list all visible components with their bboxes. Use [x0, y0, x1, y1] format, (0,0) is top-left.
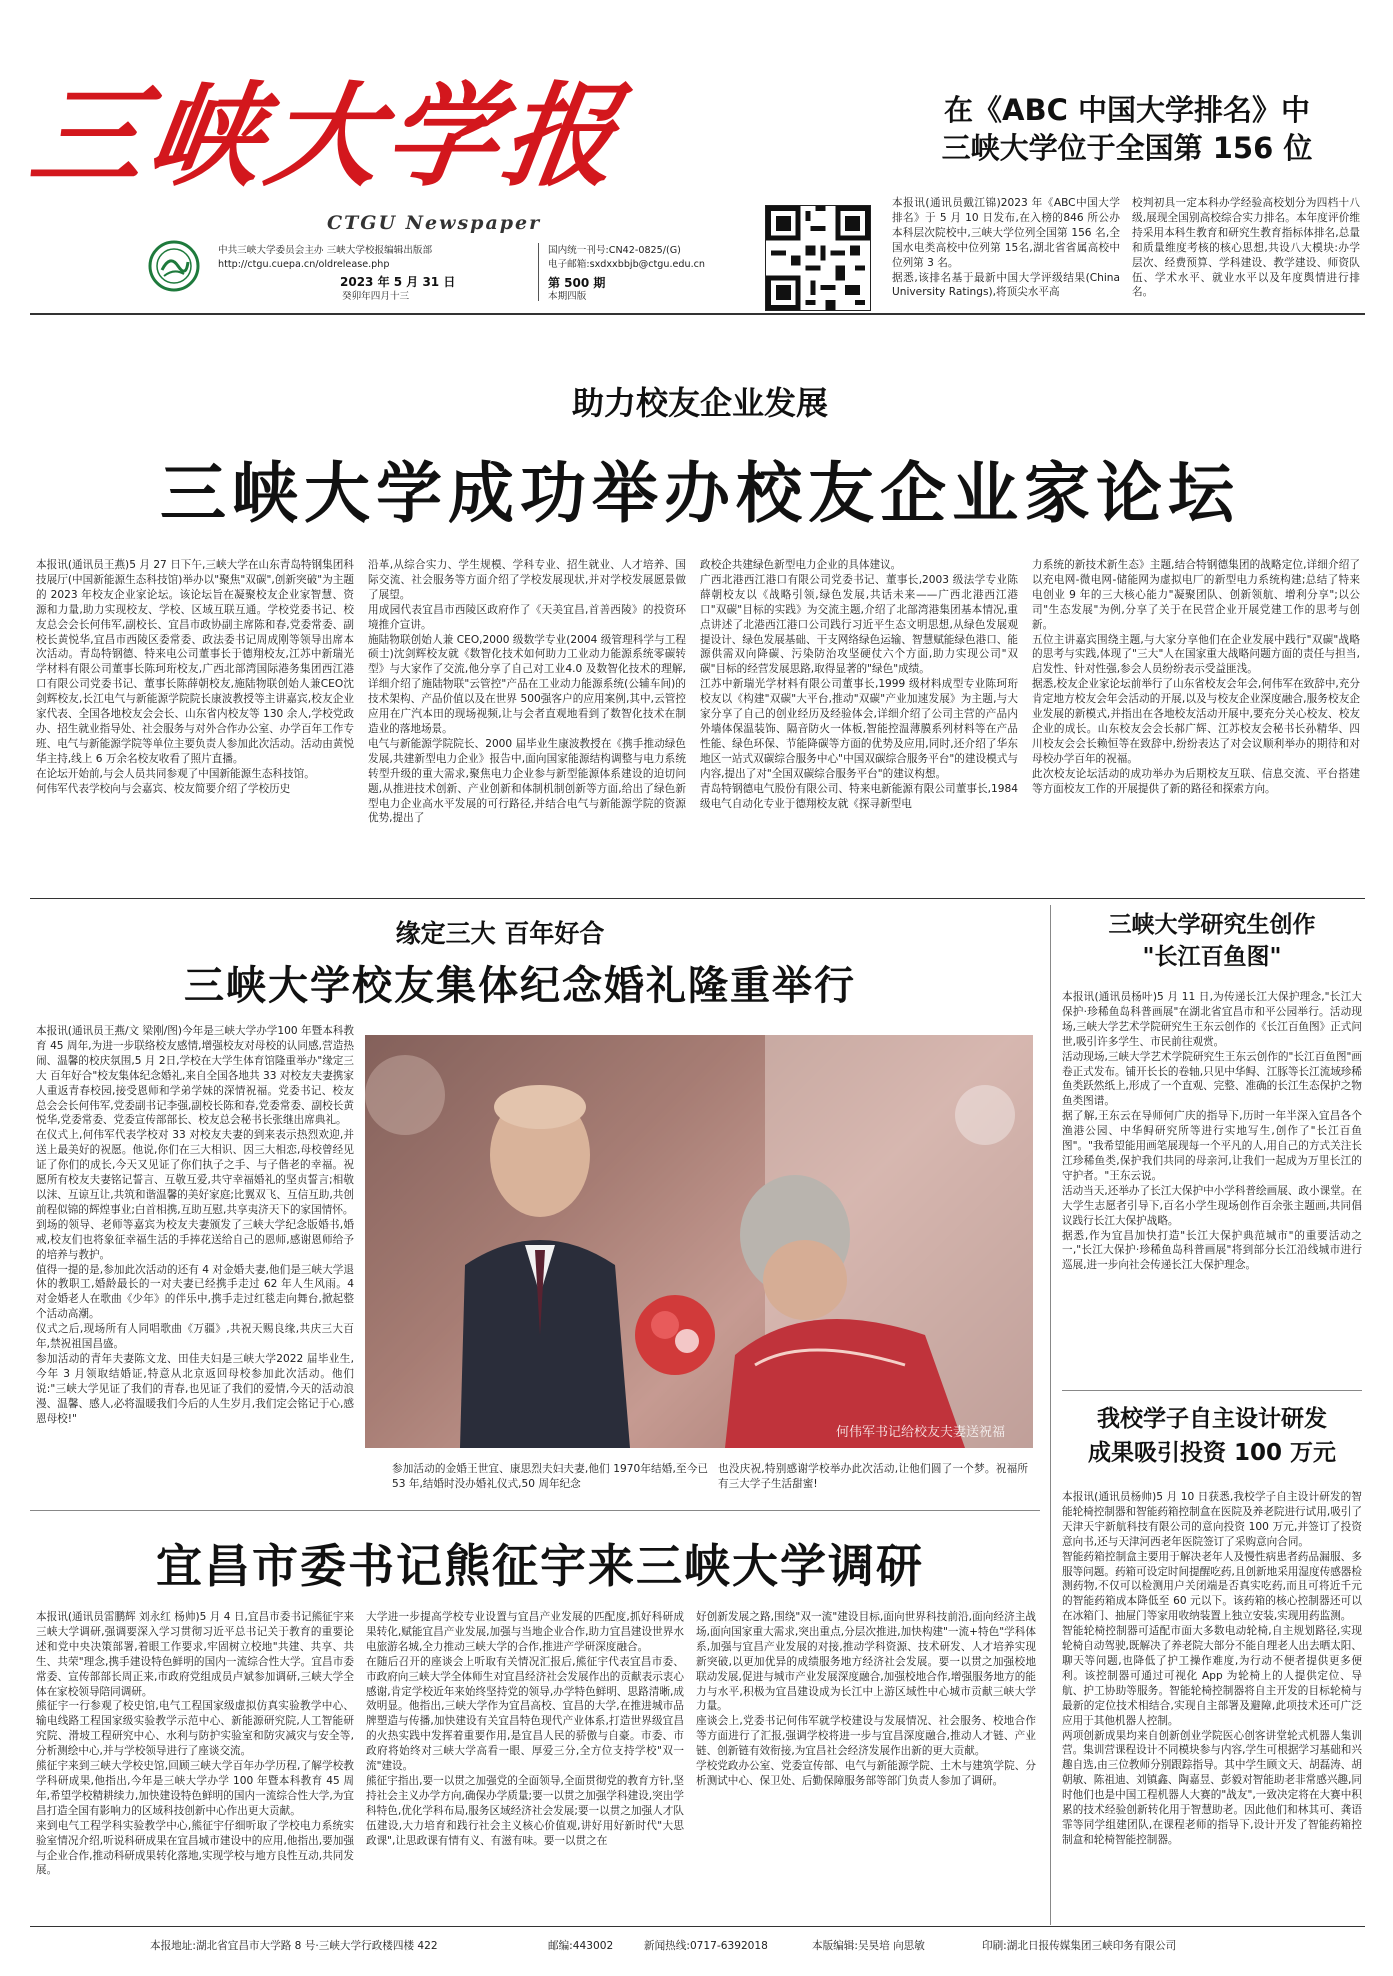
yichang-headline: 宜昌市委书记熊征宇来三峡大学调研	[156, 1539, 924, 1593]
lead-body-col1: 本报讯(通讯员王燕)5 月 27 日下午,三峡大学在山东青岛特钢集团科技展厅(中国新能源生态科技馆)举办以"聚焦"双碳",创新突破"为主题的 2023 年校友企业家论坛。该论坛旨在凝聚校友企业家智慧、资源和力量,助力实现校友、学校、区域互联互通。学校党委书记、校友总会会长何伟军,副校长、宜昌市政协副主席陈和春,党委常委、副校长黄悦华,宜昌市西陵区委常委、政法委书记周成刚等领导出席本次活动。青岛特钢德、特来电公司董事长于德翔校友,江苏中新瑞光学材料有限公司董事长陈珂珩校友,广西北部湾国际港务集团西江港口有限公司党委书记、董事长陈薛朝校友,施陆物联创始人兼CEO沈剑辉校友,长江电气与新能源学院院长康波教授等主讲嘉宾,校友企业家代表、全国各地校友会会长、山东省内校友等 130 余人,学校党政办、招生就业指导处、社会服务与对外合作办公室、办学百年工作专班、电气与新能源学院等单位主要负责人参加此次活动。活动由黄悦华主持,线上 6 万余名校友收看了照片直播。 在论坛开始前,与会人员共同参观了中国新能源生态科技馆。 何伟军代表学校向与会嘉宾、校友简要介绍了学校历史	[36, 559, 354, 795]
page-count: 本期四版	[548, 291, 587, 302]
lead-body-col4: 力系统的新技术新生态》主题,结合特钢德集团的战略定位,详细介绍了以充电网-微电网-储能网为虚拟电厂的新型电力系统构建;总结了特来电创业 9 年的三大核心能力"凝聚团队、创新领航、增利分享";以公司"生态发展"为例,分享了关于在民营企业开展党建工作的思考与创新。 五位主讲嘉宾围绕主题,与大家分享他们在企业发展中践行"双碳"战略的思考与实践,体现了"三大"人在国家重大战略问题方面的责任与担当,启发性、针对性强,参会人员纷纷表示受益匪浅。 据悉,校友企业家论坛前举行了山东省校友会年会,何伟军在致辞中,充分肯定地方校友会年会活动的开展,以及与校友企业深度融合,服务校友企业发展的新模式,并指出在各地校友活动开展中,要充分关心校友、校友企业的成长。山东校友会会长郝广辉、江苏校友会秘书长孙精华、四川校友会会长赖恒等在致辞中,纷纷表达了对会议顺利举办的期待和对母校办学百年的祝福。 此次校友论坛活动的成功举办为后期校友互联、信息交流、平台搭建等方面校友工作的开展提供了新的路径和探索方向。	[1032, 559, 1360, 795]
issue-number: 第 500 期	[548, 276, 606, 290]
masthead-divider	[538, 243, 539, 301]
investment-headline-line1: 我校学子自主设计研发	[1097, 1406, 1327, 1432]
footer-address: 本报地址:湖北省宜昌市大学路 8 号·三峡大学行政楼四楼 422	[150, 1940, 438, 1952]
newspaper-title: 三峡大学报	[22, 71, 632, 202]
email-address: 电子邮箱:sxdxxbbjb@ctgu.edu.cn	[548, 259, 705, 270]
wedding-headline: 三峡大学校友集体纪念婚礼隆重举行	[184, 963, 856, 1009]
lead-bottom-rule	[30, 898, 1365, 899]
lead-body-col2: 沿革,从综合实力、学生规模、学科专业、招生就业、人才培养、国际交流、社会服务等方面介绍了学校发展现状,并对学校发展愿景做了展望。 用成园代表宜昌市西陵区政府作了《天美宜昌,首善西陵》的投资环境推介宣讲。 施陆物联创始人兼 CEO,2000 级数学专业(2004 级管理科学与工程硕士)沈剑辉校友就《数智化技术如何助力工业动力能源系统零碳转型》与大家作了交流,他分享了自己对工业4.0 及数智化技术的理解,详细介绍了施陆物联"云管控"产品在工业动力能源系统(公辅车间)的技术架构、产品价值以及在世界 500强客户的应用案例,其中,云管控应用在广汽本田的现场视频,让与会者直观地看到了数智化技术在制造业的落地场景。 电气与新能源学院院长、2000 届毕业生康波教授在《携手推动绿色发展,共建新型电力企业》报告中,面向国家能源结构调整与电力系统转型升级的重大需求,聚焦电力企业参与新型能源体系建设的迫切问题,从推进技术创新、产业创新和体制机制创新等方面,给出了绿色新型电力企业高水平发展的可行路径,并结合电气与新能源学院的资源优势,提出了	[368, 559, 686, 825]
lead-body-col3: 政校企共建绿色新型电力企业的具体建议。 广西北港西江港口有限公司党委书记、董事长,2003 级法学专业陈薛朝校友以《战略引领,绿色发展,共话未来——广西北港西江港口"双碳"目标的实践》为交流主题,介绍了北部湾港集团基本情况,重点讲述了北港西江港口公司践行习近平生态文明思想,从绿色发展观提设计、绿色发展基础、干支网络绿色运输、智慧赋能绿色港口、能源供需双向降碳、污染防治攻坚硬仗六个方面,助力实现公司"双碳"目标的经营发展思路,取得显著的"绿色"成绩。 江苏中新瑞光学材料有限公司董事长,1999 级材料成型专业陈珂珩校友以《构建"双碳"大平台,推动"双碳"产业加速发展》为主题,与大家分享了自己的创业经历及经验体会,详细介绍了公司主营的产品内外墙体保温装饰、隔音防火一体板,智能控温薄膜系列材料等在产品性能、绿色环保、节能降碳等方面的优势及应用,同时,还介绍了华东地区一站式双碳综合服务中心"中国双碳综合服务平台"的建设模式与内容,提出了对"全国双碳综合服务平台"的建议构想。 青岛特钢德电气股份有限公司、特来电新能源有限公司董事长,1984 级电气自动化专业于德翔校友就《探寻新型电	[700, 559, 1018, 810]
right-column-divider	[1050, 905, 1051, 1925]
wedding-kicker: 缘定三大 百年好合	[395, 919, 605, 948]
newspaper-subtitle: CTGU Newspaper	[327, 212, 542, 234]
research-headline-line1: 三峡大学研究生创作	[1108, 912, 1316, 938]
footer	[0, 1932, 1393, 1972]
qr-code-icon	[765, 205, 871, 311]
ranking-body-col2: 校判初具一定本科办学经验高校划分为四档十八级,展现全国别高校综合实力排名。本年度评价维持采用本科生教育和研究生教育指标体排名,总量和质量维度考核的核心思想,共设八大模块:办学层次、经费预算、学科建设、教学建设、师资队伍、学术水平、就业水平以及年度舆情进行排名。	[1132, 197, 1360, 299]
footer-rule	[30, 1926, 1365, 1927]
wedding-photo-caption-right: 也没庆祝,特别感谢学校举办此次活动,让他们圆了一个梦。祝福所有三大学子生活甜蜜!	[718, 1463, 1028, 1490]
yichang-body-col2: 大学进一步提高学校专业设置与宜昌产业发展的匹配度,抓好科研成果转化,赋能宜昌产业发展,加强与当地企业合作,助力宜昌建设世界水电旅游名城,全力推动三峡大学的合作,推进产学研深度融合。 在随后召开的座谈会上听取有关情况汇报后,熊征宇代表宜昌市委、市政府向三峡大学全体师生对宜昌经济社会发展作出的贡献表示衷心感谢,肯定学校近年来始终坚持党的领导,办学特色鲜明、思路清晰,成效明显。他指出,三峡大学作为宜昌高校、宜昌的大学,在推进城市品牌塑造与传播,加快建设有关宜昌特色现代产业体系,打造世界级宜昌的火热实践中发挥着重要作用,是宜昌人民的骄傲与自豪。市委、市政府将始终对三峡大学高看一眼、厚爱三分,全方位支持学校"双一流"建设。 熊征宇指出,要一以贯之加强党的全面领导,全面贯彻党的教育方针,坚持社会主义办学方向,确保办学质量;要一以贯之加强学科建设,突出学科特色,优化学科布局,服务区域经济社会发展;要一以贯之加强人才队伍建设,大力培育和践行社会主义核心价值观,讲好用好新时代"大思政课",让思政课有情有义、有滋有味。要一以贯之在	[366, 1611, 684, 1847]
investment-body: 本报讯(通讯员杨帅)5 月 10 日获悉,我校学子自主设计研发的智能轮椅控制器和智能药箱控制盒在医院及养老院进行试用,吸引了天津天宇新航科技有限公司的意向投资 100 万元,并签订了投资意向书,还与天津河西老年医院签订了采购意向合同。 智能药箱控制盒主要用于解决老年人及慢性病患者药品漏服、多服等问题。药箱可设定时间提醒吃药,且创新地采用湿度传感器检测药物,不仅可以检测用户关闭端是否真实吃药,而且可将近千元的智能药箱成本降低至 60 元以下。该药箱的核心控制器还可以在冰箱门、抽屉门等家用收纳装置上独立安装,实现用药监测。 智能轮椅控制器可适配市面大多数电动轮椅,自主规划路径,实现轮椅自动驾驶,既解决了养老院大部分不能自理老人出去晒太阳、聊天等问题,也降低了护工操作难度,为行动不便者提供更多便利。该控制器可通过可视化 App 为轮椅上的人提供定位、导航、护工协助等服务。智能轮椅控制器将自主开发的目标轮椅与最新的定位技术相结合,实现自主部署及避障,此项技术还可广泛应用于其他机器人控制。 两项创新成果均来自创新创业学院医心创客讲堂轮式机器人集训营。集训营课程设计不同模块参与内容,学生可根据学习基础和兴趣自选,由三位教师分别跟踪指导。其中学生顾文天、胡磊涛、胡朝敏、陈祖迪、刘镇鑫、陶嘉昱、彭毅对智能助老非常感兴趣,同时他们也是中国工程机器人大赛的"战友",一致决定将在大赛中积累的技术经验创新转化用于智慧助老。因此他们和林其可、龚语霏等同学组建团队,在课程老师的指导下,设计开发了智能药箱控制盒和轮椅智能控制器。	[1062, 1491, 1362, 1846]
lead-headline: 三峡大学成功举办校友企业家论坛	[160, 455, 1240, 532]
university-logo-icon	[148, 240, 200, 292]
footer-editors: 本版编辑:吴昊培 向思敏	[812, 1940, 925, 1952]
yichang-body-col1: 本报讯(通讯员雷鹏辉 刘永红 杨帅)5 月 4 日,宜昌市委书记熊征宇来三峡大学调研,强调要深入学习贯彻习近平总书记关于教育的重要论述和党中央决策部署,着眼工作要求,牢固树立校地"共建、共享、共生、共荣"理念,携手建设特色鲜明的国内一流综合性大学。宜昌市委常委、宣传部部长周正来,市政府党组成员卢斌参加调研,三峡大学全体在家校领导陪同调研。 熊征宇一行参观了校史馆,电气工程国家级虚拟仿真实验教学中心、输电线路工程国家级实验教学示范中心、新能源研究院,人工智能研究院、滑坡工程研究中心、水利与防护实验室和防灾减灾与安全等,分析测绘中心,并与学校领导进行了座谈交流。 熊征宇来到三峡大学校史馆,回顾三峡大学百年办学历程,了解学校教学科研成果,他指出,今年是三峡大学办学 100 年暨本科教育 45 周年,希望学校精耕续力,加快建设特色鲜明的国内一流综合性大学,为宜昌打造全国有影响力的区域科技创新中心作出更大贡献。 来到电气工程学科实验教学中心,熊征宇仔细听取了学校电力系统实验室情况介绍,听说科研成果在宜昌城市建设中的应用,他指出,要加强与企业合作,推动科研成果转化落地,实现学校与地方良性互动,共同发展。	[36, 1611, 354, 1877]
ranking-body-col1: 本报讯(通讯员戴江锦)2023 年《ABC中国大学排名》于 5 月 10 日发布,在入榜的846 所公办本科层次院校中,三峡大学位列全国第 156 名,全国水电类高校中位列第 15名,湖北省省属高校中位列第 3 名。 据悉,该排名基于最新中国大学评级结果(China University Ratings),将顶尖水平高	[892, 197, 1120, 299]
footer-printer: 印刷:湖北日报传媒集团三峡印务有限公司	[982, 1940, 1177, 1952]
wedding-body: 本报讯(通讯员王燕/文 梁刚/图)今年是三峡大学办学100 年暨本科教育 45 周年,为进一步联络校友感情,增强校友对母校的认同感,营造热闹、温馨的校庆氛围,5 月 2日,学校在大学生体育馆隆重举办"缘定三大 百年好合"校友集体纪念婚礼,来自全国各地共 33 对校友夫妻携家人重返青春校园,接受恩师和学弟学妹的深情祝福。党委书记、校友总会会长何伟军,党委副书记李强,副校长陈和春,党委常委、副校长黄悦华,党委常委、党委宣传部部长、校友总会秘书长张继出席典礼。 在仪式上,何伟军代表学校对 33 对校友夫妻的到来表示热烈欢迎,并送上最美好的祝愿。他说,你们在三大相识、因三大相恋,母校曾经见证了你们的成长,今天又见证了你们执子之手、与子偕老的幸福。祝愿所有校友夫妻铭记誓言、互敬互爱,共守幸福婚礼的坚贞誓言;相敬以沫、互谅互让,共筑和谐温馨的美好家庭;比翼双飞、互信互助,共创前程似锦的辉煌事业;白首相携,互助互慰,共享夷济天下的家国情怀。 到场的领导、老师等嘉宾为校友夫妻颁发了三峡大学纪念版婚书,婚戒,校友们也将象征幸福生活的手捧花送给自己的恩师,感谢恩师给予的培养与教护。 值得一提的是,参加此次活动的还有 4 对金婚夫妻,他们是三峡大学退休的教职工,婚龄最长的一对夫妻已经携手走过 62 年人生风雨。4 对金婚老人在歌曲《少年》的伴乐中,携手走过红毯走向舞台,掀起整个活动高潮。 仪式之后,现场所有人同唱歌曲《万疆》,共祝天赐良缘,共庆三大百年,禁祝祖国昌盛。 参加活动的青年夫妻陈文龙、田佳夫妇是三峡大学2022 届毕业生,今年 3 月领取结婚证,特意从北京返回母校参加此次活动。他们说:"三峡大学见证了我们的青春,也见证了我们的爱情,今天的活动浪漫、温馨、感人,必将温暖我们今后的人生岁月,我们定会铭记于心,感恩母校!"	[36, 1025, 354, 1425]
yichang-body-col3: 好创新发展之路,围绕"双一流"建设目标,面向世界科技前沿,面向经济主战场,面向国家重大需求,突出重点,分层次推进,加快构建"一流+特色"学科体系,加强与宜昌产业发展的对接,推动学科资源、技术研发、人才培养实现新突破,以更加优异的成绩服务地方经济社会发展。要一以贯之加强校地联动发展,促进与城市产业发展深度融合,加强校地合作,增强服务地方的能力与水平,积极为宜昌建设成为长江中上游区域性中心城市贡献三峡大学力量。 座谈会上,党委书记何伟军就学校建设与发展情况、社会服务、校地合作等方面进行了汇报,强调学校将进一步与宜昌深度融合,推动人才链、产业链、创新链有效衔接,为宜昌社会经济发展作出新的更大贡献。 学校党政办公室、党委宣传部、电气与新能源学院、土木与建筑学院、分析测试中心、保卫处、后勤保障服务部等部门负责人参加了调研。	[696, 1611, 1036, 1787]
wedding-bottom-rule	[30, 1510, 1040, 1511]
research-body: 本报讯(通讯员杨叶)5 月 11 日,为传递长江大保护理念,"长江大保护·珍稀鱼岛科普画展"在湖北省宜昌市和平公园举行。活动现场,三峡大学艺术学院研究生王东云创作的《长江百鱼图》正式问世,吸引许多学生、市民前往观赏。 活动现场,三峡大学艺术学院研究生王东云创作的"长江百鱼图"画卷正式发布。铺开长长的卷轴,只见中华鲟、江豚等长江流域珍稀鱼类跃然纸上,形成了一个直观、完整、准确的长江生态保护之物鱼类图谱。 据了解,王东云在导师何广庆的指导下,历时一年半深入宜昌各个渔港公园、中华鲟研究所等进行实地写生,创作了"长江百鱼图"。"我希望能用画笔展现每一个平凡的人,用自己的方式关注长江珍稀鱼类,保护我们共同的母亲河,让我们一起成为万里长江的守护者。"王东云说。 活动当天,还举办了长江大保护中小学科普绘画展、政小课堂。在大学生志愿者引导下,百名小学生现场创作百余张主题画,共同倡议践行长江大保护战略。 据悉,作为宜昌加快打造"长江大保护典范城市"的重要活动之一,"长江大保护·珍稀鱼岛科普画展"将到部分长江沿线城市进行巡展,进一步向社会传递长江大保护理念。	[1062, 991, 1362, 1272]
serial-number: 国内统一刊号:CN42-0825/(G)	[548, 245, 681, 256]
ranking-headline-line2: 三峡大学位于全国第 156 位	[941, 131, 1313, 165]
sponsor-info: 中共三峡大学委员会主办 三峡大学校报编辑出版部	[218, 245, 433, 256]
ranking-headline-line1: 在《ABC 中国大学排名》中	[944, 93, 1310, 127]
wedding-photo	[365, 1035, 1033, 1448]
footer-hotline: 新闻热线:0717-6392018	[644, 1940, 768, 1952]
wedding-photo-caption-left: 参加活动的金婚王世宜、康思烈夫妇夫妻,他们 1970年结婚,至今已 53 年,结婚时没办婚礼仪式,50 周年纪念	[392, 1463, 708, 1490]
masthead-bottom-rule	[30, 313, 1365, 315]
research-bottom-rule	[1062, 1390, 1362, 1391]
research-headline-line2: "长江百鱼图"	[1142, 944, 1282, 970]
footer-postcode: 邮编:443002	[548, 1940, 614, 1952]
website-url: http://ctgu.cuepa.cn/oldrelease.php	[218, 259, 390, 270]
lead-kicker: 助力校友企业发展	[571, 384, 828, 422]
issue-date: 2023 年 5 月 31 日	[340, 275, 456, 289]
investment-headline-line2: 成果吸引投资 100 万元	[1087, 1440, 1337, 1466]
lunar-date: 癸卯年四月十三	[342, 291, 410, 302]
wedding-photo-caption: 何伟军书记给校友夫妻送祝福	[835, 1425, 1005, 1440]
masthead	[22, 62, 872, 242]
